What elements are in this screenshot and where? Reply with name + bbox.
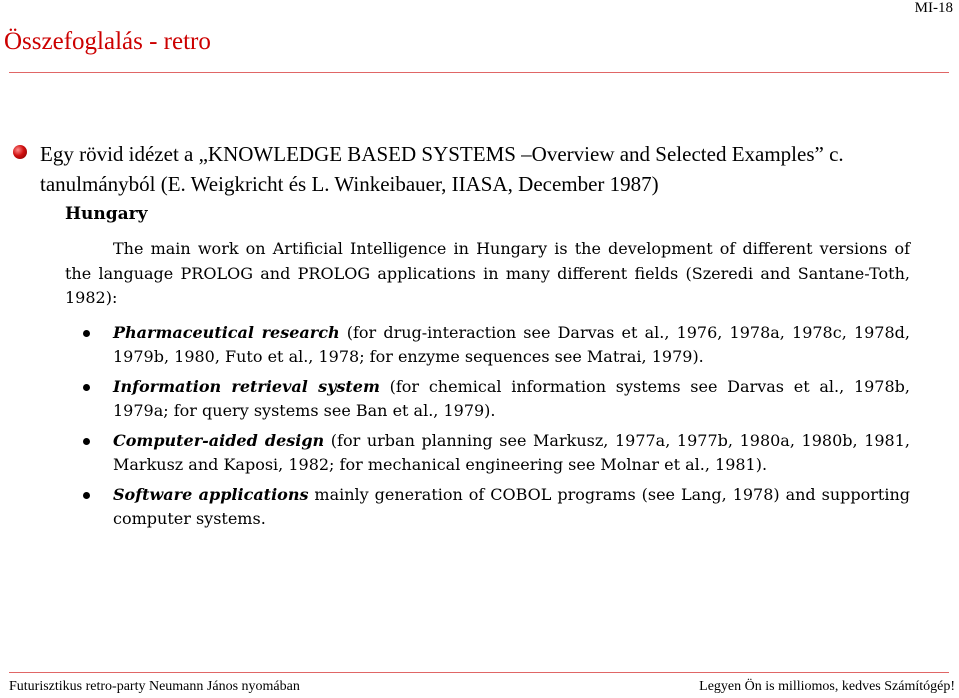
item-term: Software applications: [113, 484, 309, 504]
red-ball-bullet-icon: [13, 145, 27, 159]
intro-text: Egy rövid idézet a „KNOWLEDGE BASED SYSTEMS –Overview and Selected Examples” c. tanulmányból (E. Weigkricht és L. Winkeibauer, IIASA, December 1987): [40, 142, 844, 196]
bullet-dot-icon: [83, 330, 90, 337]
item-text: mainly generation of COBOL programs (see Lang, 1978) and supporting computer systems.: [113, 484, 910, 528]
item-term: Pharmaceutical research: [113, 322, 340, 342]
item-term: Computer-aided design: [113, 430, 325, 450]
excerpt-paragraph: The main work on Artificial Intelligence in Hungary is the development of different versions of the language PROLOG and PROLOG applications in many different fields (Szeredi and Santane-Toth, 1982):: [65, 239, 910, 307]
slide-number: MI-18: [914, 0, 953, 16]
list-item: [65, 483, 910, 532]
item-text: (for urban planning see Markusz, 1977a, 1977b, 1980a, 1980b, 1981, Markusz and Kaposi, 1982; for mechanical engineering see Molnar et al., 1981).: [113, 430, 911, 474]
footer-divider: [9, 672, 949, 673]
bullet-dot-icon: [83, 438, 90, 445]
slide-title: Összefoglalás - retro: [4, 28, 211, 55]
header-divider: [9, 72, 949, 73]
list-item: [65, 375, 910, 424]
excerpt-heading: Hungary: [65, 204, 148, 224]
item-text: (for drug-interaction see Darvas et al., 1976, 1978a, 1978c, 1978d, 1979b, 1980, Futo et al., 1978; for enzyme sequences see Matrai, 1979).: [113, 322, 910, 366]
bullet-dot-icon: [83, 492, 90, 499]
footer-right-text: Legyen Ön is milliomos, kedves Számítógép!: [699, 679, 955, 694]
item-term: Information retrieval system: [113, 376, 380, 396]
item-text: (for chemical information systems see Darvas et al., 1978b, 1979a; for query systems see Ban et al., 1979).: [113, 376, 910, 420]
footer-left-text: Futurisztikus retro-party Neumann János nyomában: [9, 679, 300, 694]
scanned-excerpt: [65, 204, 910, 537]
list-item: [65, 321, 910, 370]
bullet-dot-icon: [83, 384, 90, 391]
list-item: [65, 429, 910, 478]
excerpt-list: [65, 321, 910, 532]
